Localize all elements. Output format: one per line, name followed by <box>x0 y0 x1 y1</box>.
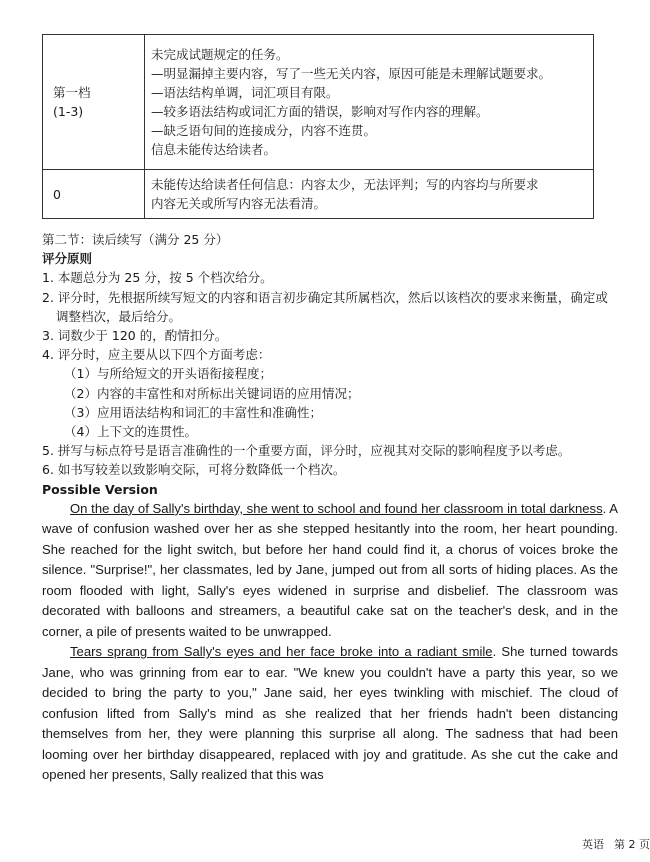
principle-item: 2. 评分时，先根据所续写短文的内容和语言初步确定其所属档次，然后以该档次的要求来衡量，确定或调整档次，最后给分。 <box>42 289 608 324</box>
essay-text: . A wave of confusion washed over her as she stepped hesitantly into the room, her heart pounding. She reached for the light switch, but before her hand could find it, a chorus of voices broke the silence. "Surprise!", her classmates, led by Jane, jumped out from all sorts of hiding places. As the room flooded with light, Sally's eyes widened in surprise and disbelief. The classroom was decorated with balloons and streamers, a beautiful cake sat on the teacher's desk, and in the corner, a pile of presents waited to be unwrapped. <box>42 500 618 639</box>
essay-paragraph-2 <box>42 642 618 786</box>
principle-item: 4. 评分时，应主要从以下四个方面考虑： <box>42 347 271 363</box>
principle-subitem: （4）上下文的连贯性。 <box>64 424 197 440</box>
version-heading: Possible Version <box>42 481 158 497</box>
principle-item: 1. 本题总分为 25 分，按 5 个档次给分。 <box>42 270 273 286</box>
section-content <box>42 230 618 786</box>
level-cell <box>43 35 145 170</box>
given-opening-line: On the day of Sally's birthday, she went to school and found her classroom in total darkness <box>70 500 603 516</box>
grading-table <box>42 34 594 219</box>
level-range: (1-3) <box>53 104 84 119</box>
section-title: 第二节：读后续写（满分 25 分） <box>42 232 229 247</box>
table-row <box>43 35 594 170</box>
criteria-line: 信息未能传达给读者。 <box>151 142 277 157</box>
table-row <box>43 170 594 219</box>
criteria-line: 未能传达给读者任何信息：内容太少，无法评判；写的内容均与所要求 <box>151 177 539 192</box>
criteria-line: —语法结构单调，词汇项目有限。 <box>151 85 339 100</box>
principle-subitem: （3）应用语法结构和词汇的丰富性和准确性； <box>64 404 322 420</box>
criteria-line: 未完成试题规定的任务。 <box>151 47 289 62</box>
criteria-line: 内容无关或所写内容无法看清。 <box>151 196 327 211</box>
principle-item: 6. 如书写较差以致影响交际，可将分数降低一个档次。 <box>42 462 346 478</box>
criteria-line: —明显漏掉主要内容，写了一些无关内容，原因可能是未理解试题要求。 <box>151 66 552 81</box>
principle-item: 5. 拼写与标点符号是语言准确性的一个重要方面，评分时，应视其对交际的影响程度予以考虑。 <box>42 443 571 459</box>
criteria-cell <box>145 170 594 219</box>
essay-paragraph-1 <box>42 499 618 643</box>
footer-subject: 英语 <box>582 838 604 851</box>
level-name: 0 <box>53 186 61 202</box>
principle-item: 3. 词数少于 120 的，酌情扣分。 <box>42 328 228 344</box>
essay-text: . She turned towards Jane, who was grinning from ear to ear. "We knew you couldn't have a party this year, so we decided to bring the party to you," Jane said, her eyes twinkling with mischief. The cloud of confusion lifted from Sally's mind as she realized that her friends hadn't been distancing themselves from her, they were planning this surprise all along. The sadness that had been looming over her birthday disappeared, replaced with joy and gratitude. As she cut the cake and opened her presents, Sally realized that this was <box>42 644 618 783</box>
criteria-cell <box>145 35 594 170</box>
criteria-line: —较多语法结构或词汇方面的错误，影响对写作内容的理解。 <box>151 104 489 119</box>
sample-essay <box>42 499 618 786</box>
principle-subitem: （2）内容的丰富性和对所标出关键词语的应用情况； <box>64 385 360 401</box>
page-footer <box>572 836 650 852</box>
principle-subitem: （1）与所给短文的开头语衔接程度； <box>64 366 272 382</box>
criteria-line: —缺乏语句间的连接成分，内容不连贯。 <box>151 123 377 138</box>
footer-page-number: 第 2 页 <box>614 838 650 851</box>
given-opening-line: Tears sprang from Sally's eyes and her face broke into a radiant smile <box>70 644 493 660</box>
principles-heading: 评分原则 <box>42 251 93 267</box>
level-cell <box>43 170 145 219</box>
level-name: 第一档 <box>53 85 91 100</box>
